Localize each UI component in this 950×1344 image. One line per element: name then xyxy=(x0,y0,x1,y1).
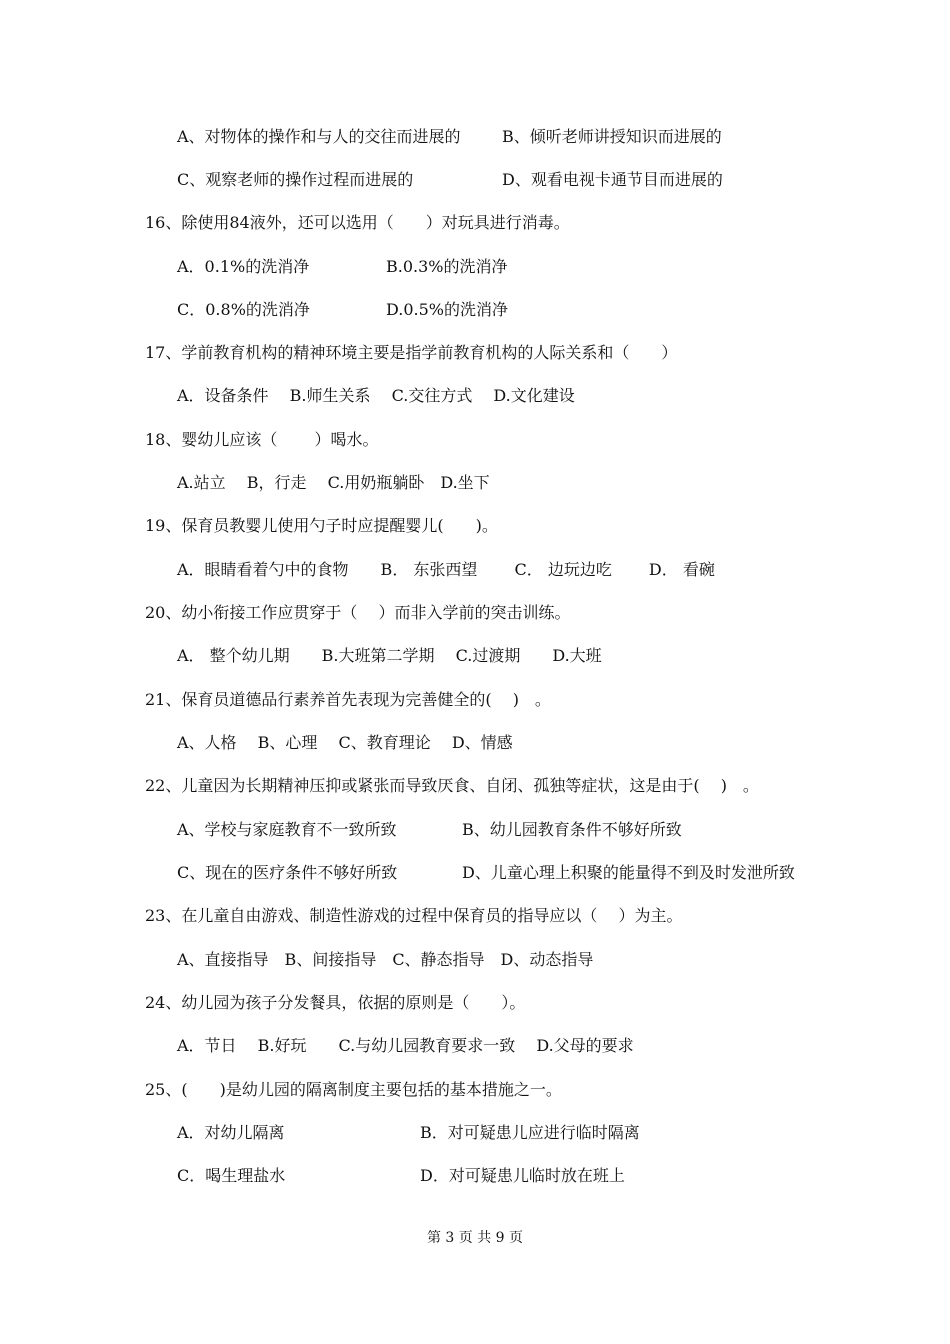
option-16-d: D.0.5%的洗消净 xyxy=(386,300,508,319)
option-15-b: B、倾听老师讲授知识而进展的 xyxy=(502,127,722,146)
option-16-a: A．0.1%的洗消净 xyxy=(177,257,310,276)
option-22-c: C、现在的医疗条件不够好所致 xyxy=(177,863,398,882)
question-16: 16、除使用84液外，还可以选用（ ）对玩具进行消毒。 xyxy=(145,213,570,232)
option-22-d: D、儿童心理上积聚的能量得不到及时发泄所致 xyxy=(462,863,795,882)
question-25: 25、( )是幼儿园的隔离制度主要包括的基本措施之一。 xyxy=(145,1080,562,1099)
options-19: A．眼睛看着勺中的食物 B． 东张西望 C． 边玩边吃 D． 看碗 xyxy=(177,560,715,579)
option-15-a: A、对物体的操作和与人的交往而进展的 xyxy=(177,127,461,146)
options-17: A．设备条件 B.师生关系 C.交往方式 D.文化建设 xyxy=(177,386,575,405)
question-22: 22、儿童因为长期精神压抑或紧张而导致厌食、自闭、孤独等症状，这是由于( ) 。 xyxy=(145,776,759,795)
option-22-b: B、幼儿园教育条件不够好所致 xyxy=(462,820,682,839)
option-25-c: C．喝生理盐水 xyxy=(177,1166,286,1185)
question-24: 24、幼儿园为孩子分发餐具，依据的原则是（ ）。 xyxy=(145,993,526,1012)
option-16-b: B.0.3%的洗消净 xyxy=(386,257,508,276)
question-18: 18、婴幼儿应该（ ）喝水。 xyxy=(145,430,379,449)
question-20: 20、幼小衔接工作应贯穿于（ ）而非入学前的突击训练。 xyxy=(145,603,571,622)
option-15-c: C、观察老师的操作过程而进展的 xyxy=(177,170,414,189)
option-16-c: C．0.8%的洗消净 xyxy=(177,300,310,319)
question-21: 21、保育员道德品行素养首先表现为完善健全的( ) 。 xyxy=(145,690,551,709)
option-25-b: B．对可疑患儿应进行临时隔离 xyxy=(420,1123,640,1142)
question-17: 17、学前教育机构的精神环境主要是指学前教育机构的人际关系和（ ） xyxy=(145,343,678,362)
option-25-d: D．对可疑患儿临时放在班上 xyxy=(420,1166,625,1185)
options-23: A、直接指导 B、间接指导 C、静态指导 D、动态指导 xyxy=(177,950,594,969)
options-24: A．节日 B.好玩 C.与幼儿园教育要求一致 D.父母的要求 xyxy=(177,1036,634,1055)
question-23: 23、在儿童自由游戏、制造性游戏的过程中保育员的指导应以（ ）为主。 xyxy=(145,906,683,925)
page-footer: 第 3 页 共 9 页 xyxy=(426,1230,524,1246)
options-21: A、人格 B、心理 C、教育理论 D、情感 xyxy=(177,733,513,752)
options-18: A.站立 B，行走 C.用奶瓶躺卧 D.坐下 xyxy=(177,473,490,492)
question-19: 19、保育员教婴儿使用勺子时应提醒婴儿( )。 xyxy=(145,516,498,535)
option-15-d: D、观看电视卡通节目而进展的 xyxy=(502,170,723,189)
option-25-a: A．对幼儿隔离 xyxy=(177,1123,285,1142)
options-20: A． 整个幼儿期 B.大班第二学期 C.过渡期 D.大班 xyxy=(177,646,602,665)
option-22-a: A、学校与家庭教育不一致所致 xyxy=(177,820,397,839)
